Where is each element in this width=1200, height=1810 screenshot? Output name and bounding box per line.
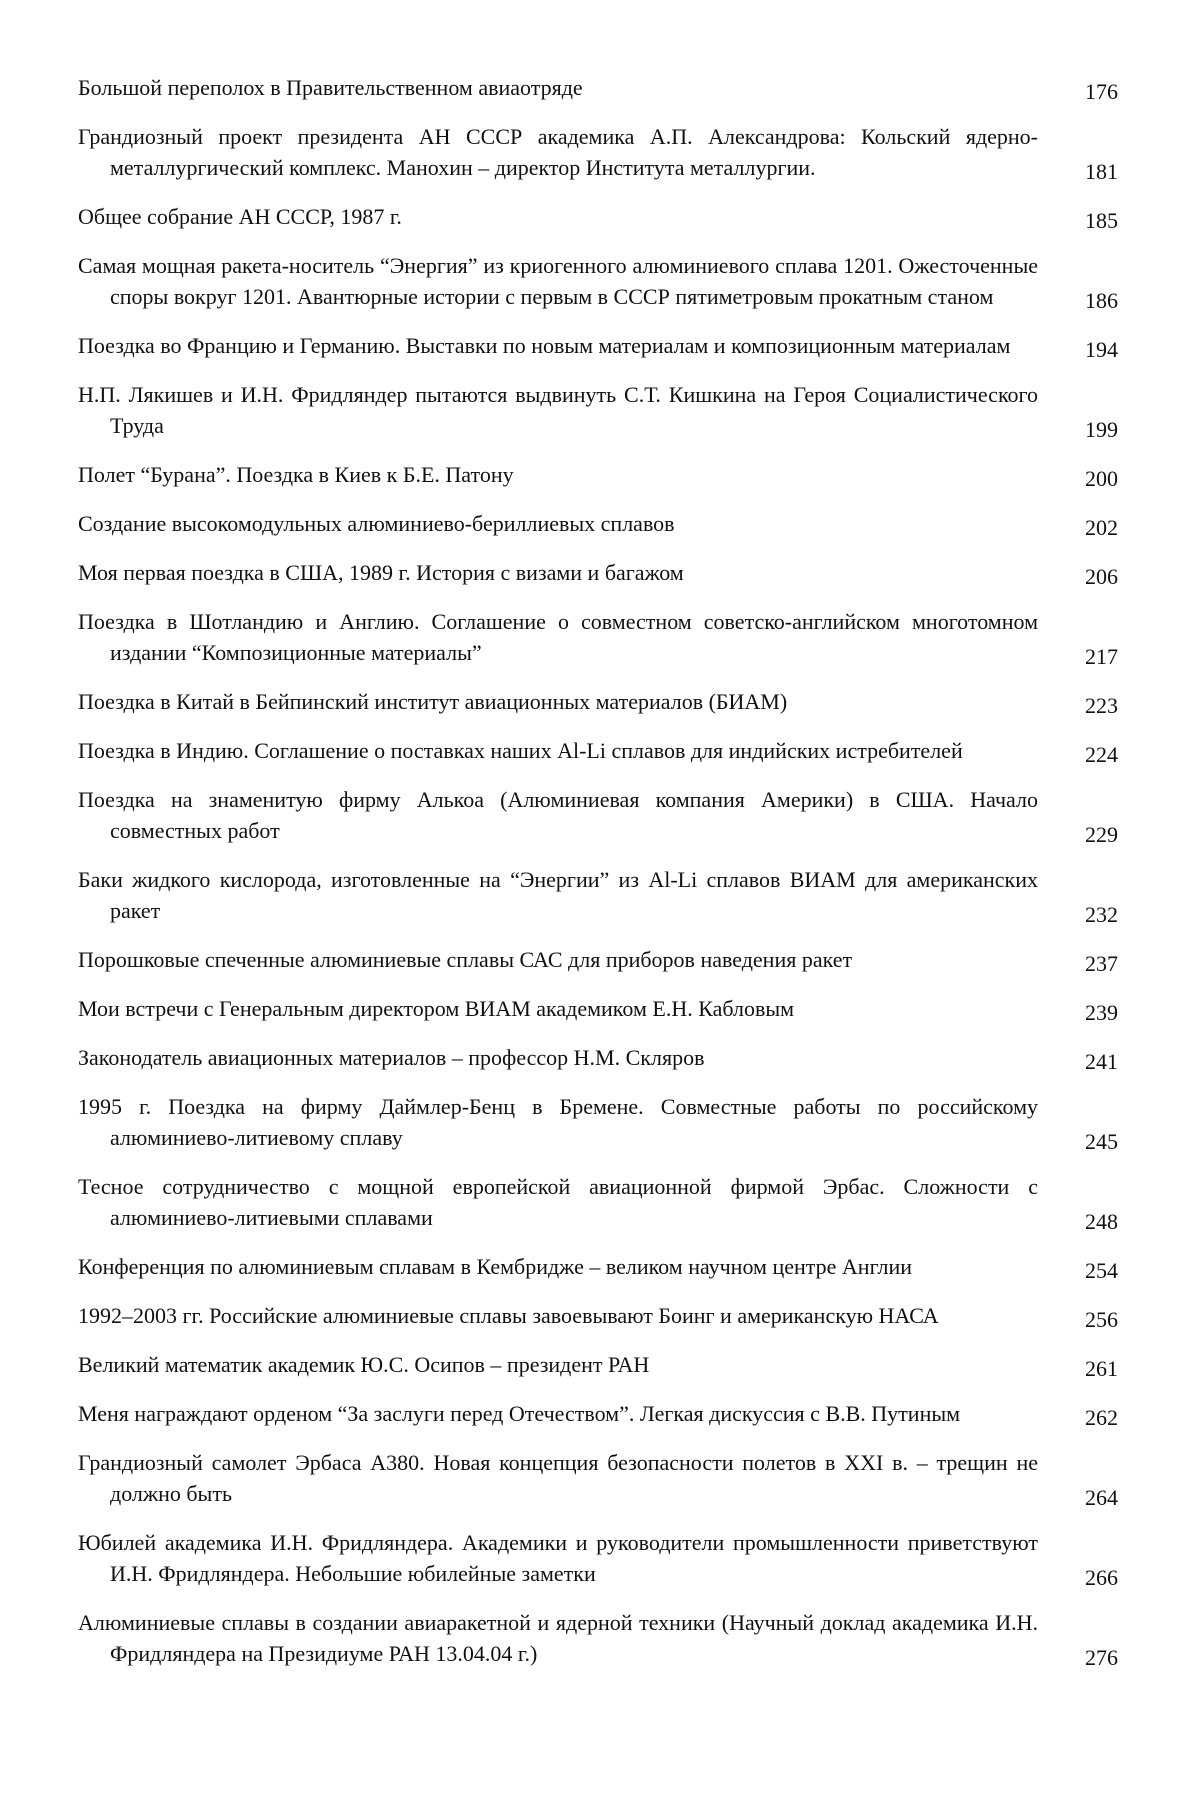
toc-entry-page-number: 200 bbox=[1085, 466, 1118, 491]
toc-entry-title: Юбилей академика И.Н. Фридляндера. Академики и руководители промышленности приветствуют И.Н. Фридляндера. Небольшие юбилейные заметки bbox=[78, 1530, 1038, 1586]
toc-entry-title: 1995 г. Поездка на фирму Даймлер-Бенц в Бремене. Совместные работы по российскому алюминиево-литиевому сплаву bbox=[78, 1094, 1038, 1150]
toc-entry-text bbox=[78, 121, 1038, 187]
toc-entry-text bbox=[78, 379, 1038, 445]
toc-entry[interactable] bbox=[78, 1527, 1118, 1593]
toc-entry-page-number: 262 bbox=[1085, 1405, 1118, 1430]
toc-entry-text bbox=[78, 1091, 1038, 1157]
toc-entry[interactable] bbox=[78, 330, 1118, 365]
toc-entry-text bbox=[78, 201, 1038, 236]
toc-entry-title: Большой переполох в Правительственном авиаотряде bbox=[78, 75, 583, 100]
toc-entry[interactable] bbox=[78, 121, 1118, 187]
toc-entry[interactable] bbox=[78, 993, 1118, 1028]
toc-entry-text bbox=[78, 72, 1038, 107]
toc-entry-page-number: 185 bbox=[1085, 208, 1118, 233]
toc-entry-text bbox=[78, 1607, 1038, 1673]
toc-entry-title: Мои встречи с Генеральным директором ВИАМ академиком Е.Н. Кабловым bbox=[78, 996, 795, 1021]
table-of-contents bbox=[78, 72, 1118, 1687]
toc-entry-title: Общее собрание АН СССР, 1987 г. bbox=[78, 204, 402, 229]
toc-entry-text bbox=[78, 1171, 1038, 1237]
toc-entry-title: Алюминиевые сплавы в создании авиаракетной и ядерной техники (Научный доклад академика И.Н. Фридляндера на Президиуме РАН 13.04.04 г.) bbox=[78, 1610, 1038, 1666]
toc-entry-text bbox=[78, 1398, 1038, 1433]
toc-entry-title: Поездка в Китай в Бейпинский институт авиационных материалов (БИАМ) bbox=[78, 689, 788, 714]
toc-entry-title: Моя первая поездка в США, 1989 г. История с визами и багажом bbox=[78, 560, 684, 585]
toc-entry-text bbox=[78, 1251, 1038, 1286]
toc-entry-page-number: 176 bbox=[1085, 79, 1118, 104]
toc-entry[interactable] bbox=[78, 1171, 1118, 1237]
toc-entry[interactable] bbox=[78, 864, 1118, 930]
toc-entry-title: 1992–2003 гг. Российские алюминиевые сплавы завоевывают Боинг и американскую НАСА bbox=[78, 1303, 939, 1328]
toc-entry[interactable] bbox=[78, 459, 1118, 494]
toc-entry-page-number: 202 bbox=[1085, 515, 1118, 540]
toc-entry-title: Создание высокомодульных алюминиево-бериллиевых сплавов bbox=[78, 511, 675, 536]
toc-entry-page-number: 276 bbox=[1085, 1645, 1118, 1670]
toc-entry-title: Самая мощная ракета-носитель “Энергия” из криогенного алюминиевого сплава 1201. Ожесточенные споры вокруг 1201. Авантюрные истории с первым в СССР пятиметровым прокатным станом bbox=[78, 253, 1038, 309]
toc-entry-title: Грандиозный самолет Эрбаса А380. Новая концепция безопасности полетов в XXI в. – трещин не должно быть bbox=[78, 1450, 1038, 1506]
toc-entry-page-number: 223 bbox=[1085, 693, 1118, 718]
toc-entry-text bbox=[78, 735, 1038, 770]
toc-entry-page-number: 206 bbox=[1085, 564, 1118, 589]
toc-entry-title: Тесное сотрудничество с мощной европейской авиационной фирмой Эрбас. Сложности с алюминиево-литиевыми сплавами bbox=[78, 1174, 1038, 1230]
toc-entry[interactable] bbox=[78, 250, 1118, 316]
toc-entry-title: Н.П. Лякишев и И.Н. Фридляндер пытаются выдвинуть С.Т. Кишкина на Героя Социалистического Труда bbox=[78, 382, 1038, 438]
toc-entry[interactable] bbox=[78, 1251, 1118, 1286]
toc-entry-title: Поездка в Шотландию и Англию. Соглашение о совместном советско-английском многотомном издании “Композиционные материалы” bbox=[78, 609, 1038, 665]
toc-entry-page-number: 181 bbox=[1085, 159, 1118, 184]
toc-entry[interactable] bbox=[78, 72, 1118, 107]
toc-entry-page-number: 186 bbox=[1085, 288, 1118, 313]
toc-entry-page-number: 254 bbox=[1085, 1258, 1118, 1283]
toc-entry[interactable] bbox=[78, 508, 1118, 543]
toc-entry-text bbox=[78, 250, 1038, 316]
toc-entry[interactable] bbox=[78, 735, 1118, 770]
toc-entry-title: Поездка во Францию и Германию. Выставки по новым материалам и композиционным материалам bbox=[78, 333, 1011, 358]
toc-entry[interactable] bbox=[78, 201, 1118, 236]
toc-entry-page-number: 261 bbox=[1085, 1356, 1118, 1381]
toc-entry[interactable] bbox=[78, 784, 1118, 850]
toc-entry[interactable] bbox=[78, 1349, 1118, 1384]
toc-entry-page-number: 245 bbox=[1085, 1129, 1118, 1154]
toc-entry-title: Меня награждают орденом “За заслуги перед Отечеством”. Легкая дискуссия с В.В. Путиным bbox=[78, 1401, 961, 1426]
toc-entry[interactable] bbox=[78, 1091, 1118, 1157]
toc-entry-page-number: 224 bbox=[1085, 742, 1118, 767]
toc-entry-text bbox=[78, 1300, 1038, 1335]
toc-entry-title: Полет “Бурана”. Поездка в Киев к Б.Е. Патону bbox=[78, 462, 514, 487]
toc-entry-text bbox=[78, 993, 1038, 1028]
toc-entry[interactable] bbox=[78, 379, 1118, 445]
toc-entry-title: Порошковые спеченные алюминиевые сплавы САС для приборов наведения ракет bbox=[78, 947, 853, 972]
toc-entry-title: Баки жидкого кислорода, изготовленные на “Энергии” из Al-Li сплавов ВИАМ для американских ракет bbox=[78, 867, 1038, 923]
toc-entry[interactable] bbox=[78, 1300, 1118, 1335]
toc-entry-text bbox=[78, 784, 1038, 850]
toc-entry-page-number: 229 bbox=[1085, 822, 1118, 847]
toc-entry-title: Поездка в Индию. Соглашение о поставках наших Al-Li сплавов для индийских истребителей bbox=[78, 738, 963, 763]
toc-entry[interactable] bbox=[78, 606, 1118, 672]
toc-entry-title: Поездка на знаменитую фирму Алькоа (Алюминиевая компания Америки) в США. Начало совместных работ bbox=[78, 787, 1038, 843]
toc-entry-page-number: 217 bbox=[1085, 644, 1118, 669]
toc-entry-text bbox=[78, 508, 1038, 543]
toc-entry[interactable] bbox=[78, 1447, 1118, 1513]
toc-entry-text bbox=[78, 459, 1038, 494]
toc-entry-page-number: 256 bbox=[1085, 1307, 1118, 1332]
toc-entry-text bbox=[78, 1527, 1038, 1593]
toc-entry-text bbox=[78, 557, 1038, 592]
toc-entry-page-number: 232 bbox=[1085, 902, 1118, 927]
toc-entry-text bbox=[78, 330, 1038, 365]
toc-entry-title: Грандиозный проект президента АН СССР академика А.П. Александрова: Кольский ядерно-металлургический комплекс. Манохин – директор Института металлургии. bbox=[78, 124, 1038, 180]
toc-entry-page-number: 241 bbox=[1085, 1049, 1118, 1074]
toc-entry-page-number: 237 bbox=[1085, 951, 1118, 976]
toc-entry-text bbox=[78, 686, 1038, 721]
toc-entry-page-number: 264 bbox=[1085, 1485, 1118, 1510]
toc-entry-page-number: 248 bbox=[1085, 1209, 1118, 1234]
toc-entry[interactable] bbox=[78, 944, 1118, 979]
toc-entry-text bbox=[78, 1447, 1038, 1513]
toc-entry-page-number: 194 bbox=[1085, 337, 1118, 362]
toc-entry-title: Конференция по алюминиевым сплавам в Кембридже – великом научном центре Англии bbox=[78, 1254, 913, 1279]
toc-entry-text bbox=[78, 864, 1038, 930]
toc-entry-text bbox=[78, 606, 1038, 672]
toc-entry[interactable] bbox=[78, 1607, 1118, 1673]
toc-entry-page-number: 239 bbox=[1085, 1000, 1118, 1025]
toc-entry[interactable] bbox=[78, 686, 1118, 721]
toc-entry[interactable] bbox=[78, 557, 1118, 592]
toc-entry[interactable] bbox=[78, 1042, 1118, 1077]
toc-entry[interactable] bbox=[78, 1398, 1118, 1433]
toc-entry-text bbox=[78, 1349, 1038, 1384]
toc-entry-text bbox=[78, 1042, 1038, 1077]
toc-entry-page-number: 266 bbox=[1085, 1565, 1118, 1590]
toc-entry-title: Великий математик академик Ю.С. Осипов – президент РАН bbox=[78, 1352, 650, 1377]
toc-entry-title: Законодатель авиационных материалов – профессор Н.М. Скляров bbox=[78, 1045, 705, 1070]
toc-entry-text bbox=[78, 944, 1038, 979]
toc-entry-page-number: 199 bbox=[1085, 417, 1118, 442]
